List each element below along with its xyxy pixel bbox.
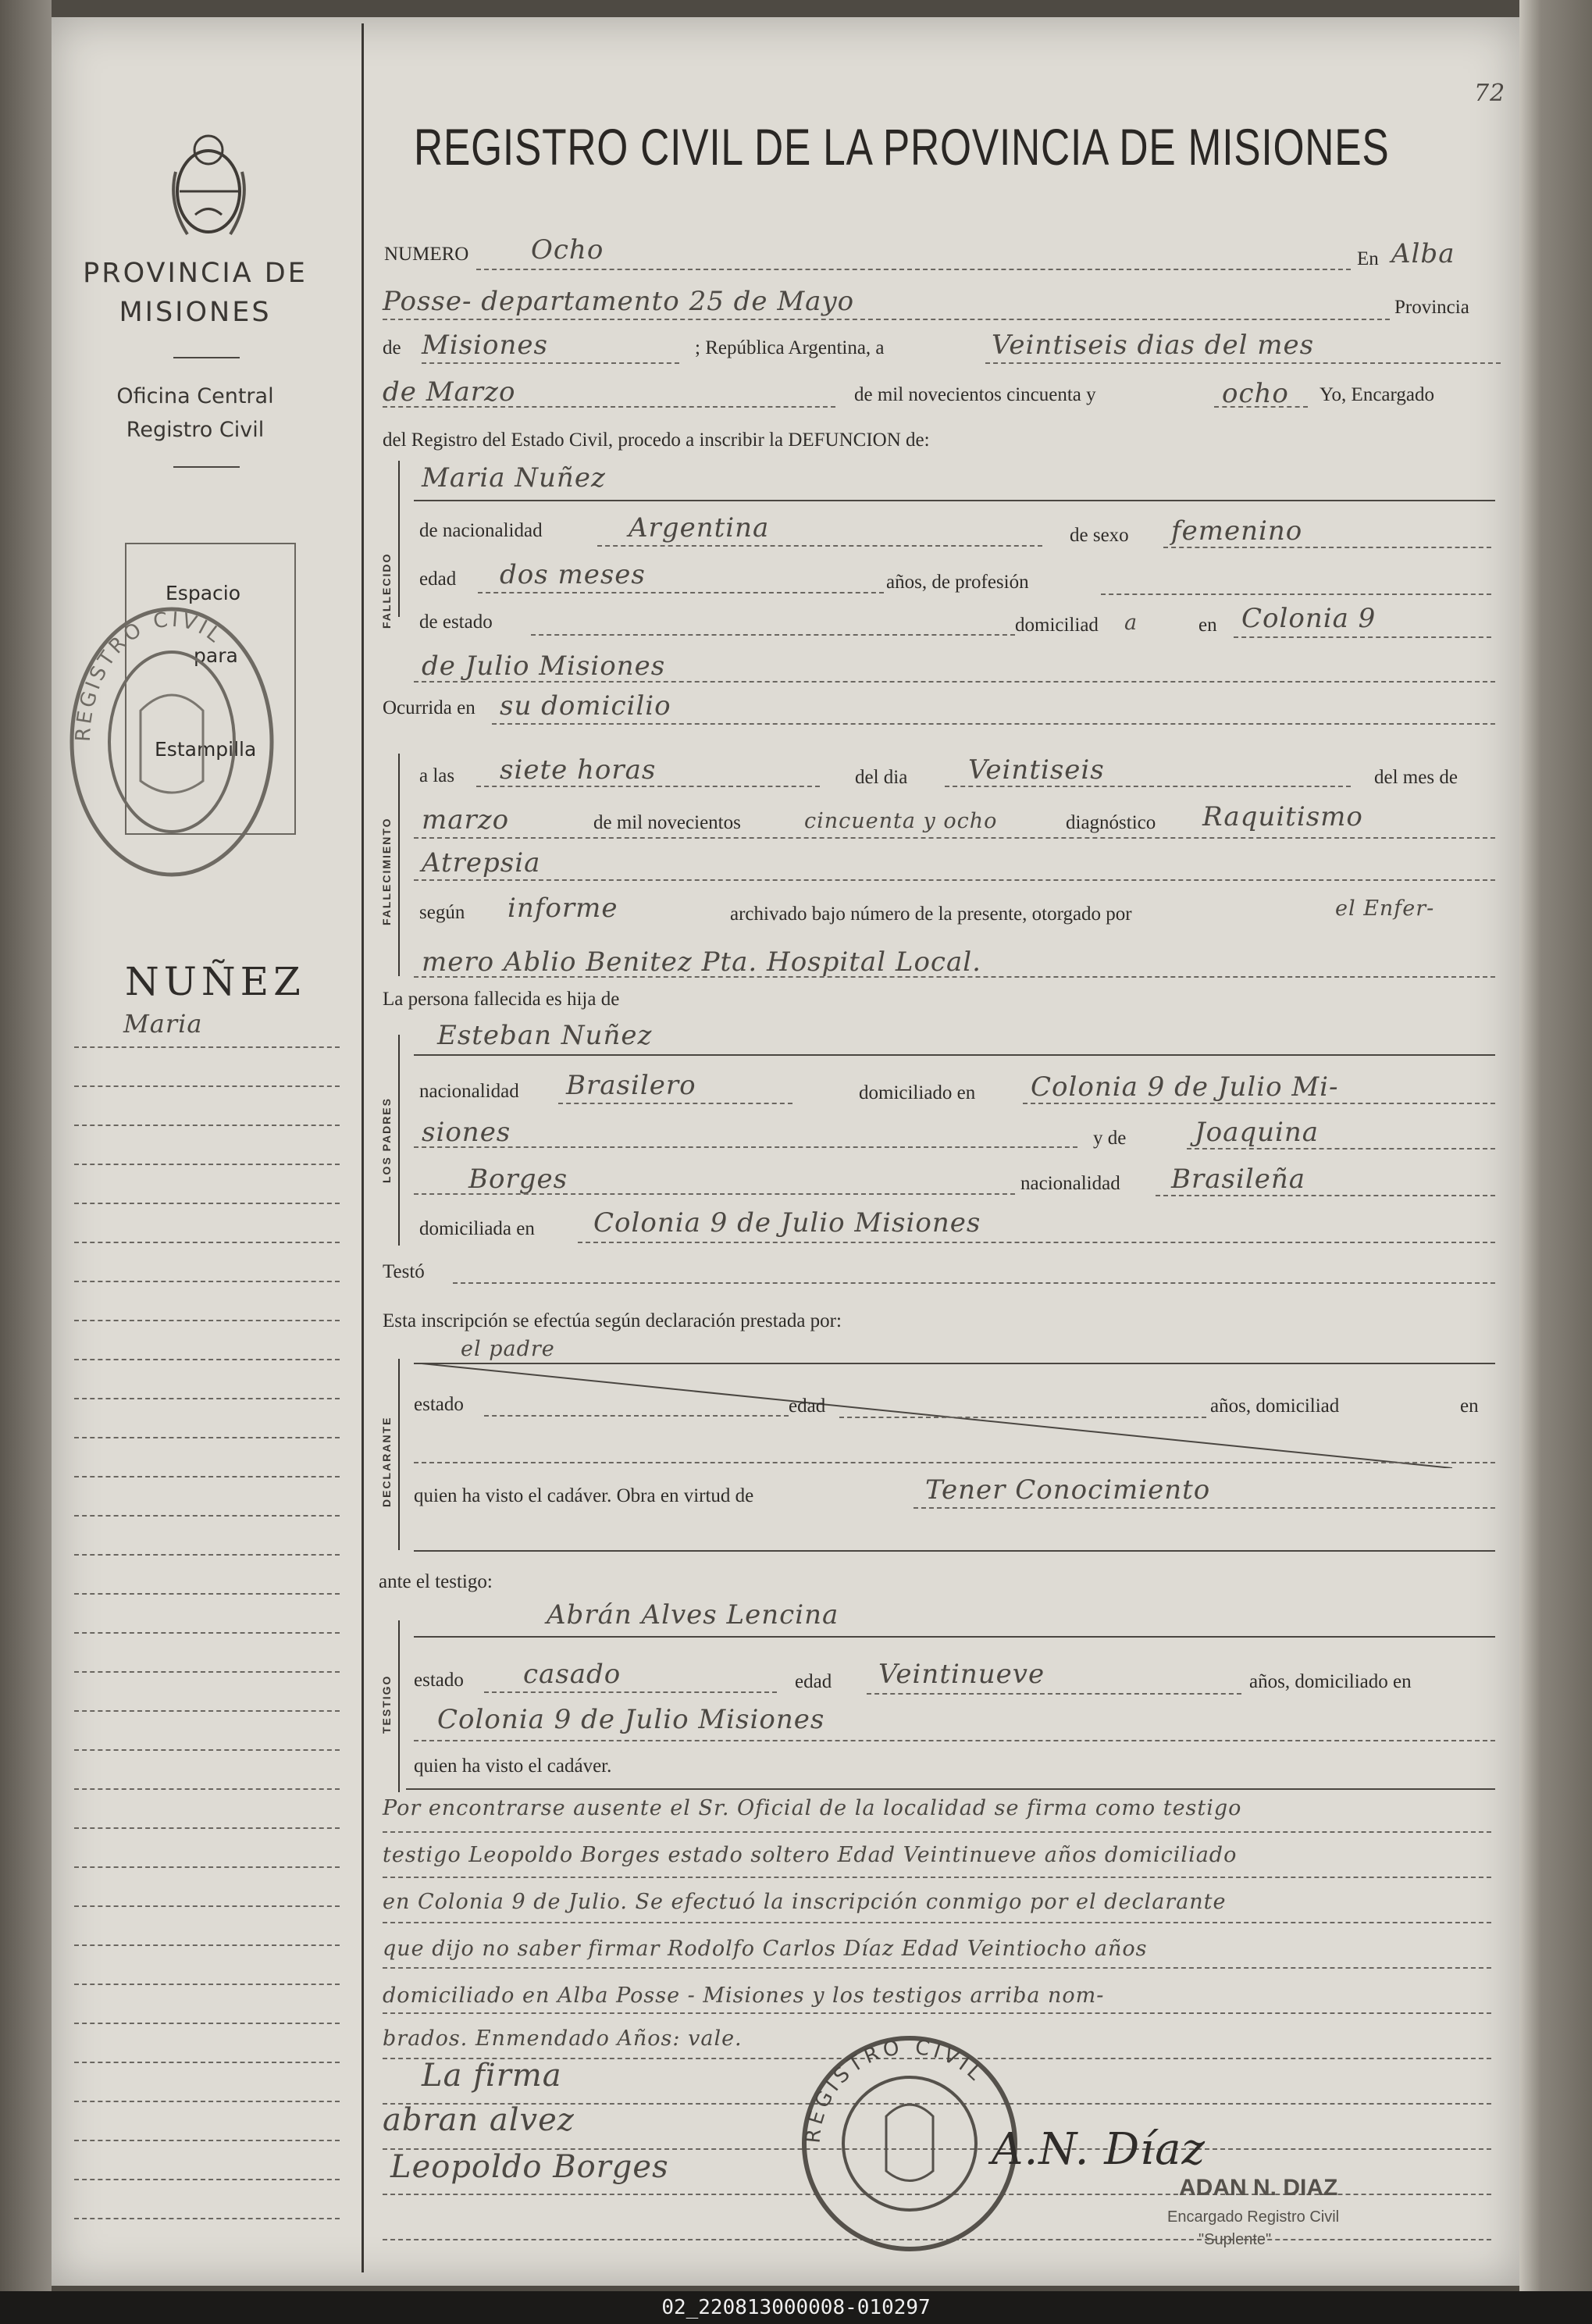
encargado-role: Encargado Registro Civil [1167,2208,1340,2226]
declarante-virtud: Tener Conocimiento [925,1474,1211,1506]
edad-value: dos meses [500,559,646,590]
domicilio-value-1: Colonia 9 [1241,603,1377,634]
fill-line [985,362,1501,364]
testo-label: Testó [383,1261,425,1282]
coat-of-arms-icon [164,125,254,242]
domiciliado-label: domiciliad [1015,615,1099,636]
ruled-line [74,1476,340,1477]
page-number: 72 [1474,80,1506,107]
y-de-label: y de [1093,1128,1127,1149]
padre-nacionalidad-value: Brasilero [566,1070,696,1101]
ruled-line [74,1164,340,1165]
ruled-line [74,1944,340,1946]
padre-nombre: Esteban Nuñez [437,1020,653,1051]
encargado-signature: A.N. Díaz [992,2124,1206,2175]
declarante-edad-label: edad [789,1395,826,1417]
note-line: domiciliado en Alba Posse - Misiones y los testigos arriba nom- [383,1984,1105,2008]
domicilio-en-label: en [1198,615,1217,636]
registry-seal-icon [796,2030,1023,2257]
fill-line [476,269,1351,270]
note-line: brados. Enmendado Años: vale. [383,2026,743,2051]
fill-line [1101,593,1491,595]
ruled-line [74,1554,340,1556]
page-title: REGISTRO CIVIL DE LA PROVINCIA DE MISIONES [414,118,1390,176]
hora-value: siete horas [500,754,657,786]
ruled-line [74,1359,340,1360]
testigo-intro: ante el testigo: [379,1571,493,1592]
ruled-line [74,1125,340,1126]
en-label: En [1357,248,1379,269]
fallecido-bracket [398,461,400,617]
ruled-line [74,1827,340,1829]
declarante-anios-label: años, domiciliad [1210,1395,1340,1417]
testigo-anios-label: años, domiciliado en [1249,1671,1412,1692]
ruled-line [74,1866,340,1868]
padre-domiciliado-label: domiciliado en [859,1082,976,1103]
fill-line [383,406,835,408]
padres-section-label: LOS PADRES [380,1097,393,1183]
fill-line [484,1691,777,1693]
testigo-bracket [398,1620,400,1792]
encargado-name: ADAN N. DIAZ [1179,2175,1338,2201]
otorgado-value-1: el Enfer- [1335,896,1435,921]
ruled-line [74,1593,340,1595]
madre-domiciliada-label: domiciliada en [419,1218,535,1239]
fill-line [414,1146,1077,1148]
fill-line [558,1103,792,1104]
ocurrida-value: su domicilio [500,690,671,722]
segun-label: según [419,902,465,923]
fill-line [531,634,1015,636]
signature-3: Leopoldo Borges [390,2149,669,2185]
testigo-quien-label: quien ha visto el cadáver. [414,1755,612,1777]
en-value: Alba [1391,238,1455,269]
fallecido-section-label: FALLECIDO [380,552,393,629]
padres-intro: La persona fallecida es hija de [383,989,620,1010]
padre-nacionalidad-label: nacionalidad [419,1081,519,1102]
fecha-dia: Veintiseis dias del mes [992,330,1315,361]
fill-line [414,837,1495,839]
ocurrida-label: Ocurrida en [383,697,475,718]
ruled-line [74,2101,340,2102]
note-line: en Colonia 9 de Julio. Se efectuó la inscripción conmigo por el declarante [383,1890,1227,1914]
note-line: testigo Leopoldo Borges estado soltero Edad Veintinueve años domiciliado [383,1843,1238,1867]
ruled-line [74,1710,340,1712]
anios-profesion-label: años, de profesión [886,572,1029,593]
fill-line [383,319,1390,320]
domicilio-value-2: de Julio Misiones [422,651,666,682]
svg-text:REGISTRO CIVIL: REGISTRO CIVIL [801,2035,989,2144]
mes-value: marzo [422,804,510,836]
ruled-line [74,1085,340,1087]
fill-line [414,976,1495,978]
nacionalidad-value: Argentina [629,512,770,544]
sidebar-rule [173,357,240,358]
ruled-line [74,1788,340,1790]
fill-line [453,1282,1495,1284]
testigo-section-label: TESTIGO [380,1674,393,1734]
anio-label: de mil novecientos cincuenta y [854,384,1096,405]
fecha-mes: de Marzo [383,376,516,408]
page-left-edge [0,0,52,2324]
fill-line [484,1415,789,1417]
fill-line [1187,1148,1495,1150]
ruled-line [383,1831,1491,1833]
testigo-nombre: Abrán Alves Lencina [547,1599,839,1631]
ruled-line [74,2023,340,2024]
encargado-label: Yo, Encargado [1320,384,1434,405]
fill-line [867,1693,1241,1695]
encargado-suplente: "Suplente" [1198,2231,1272,2248]
ruled-line [74,1749,340,1751]
ruled-line [74,1632,340,1634]
ruled-line [383,1922,1491,1923]
declarante-section-label: DECLARANTE [380,1416,393,1507]
index-surname: NUÑEZ [125,959,305,1004]
fill-line [414,1550,1495,1552]
signature-1: La firma [422,2058,562,2094]
note-line: Por encontrarse ausente el Sr. Oficial de la localidad se firma como testigo [383,1796,1242,1820]
ruled-line [74,1320,340,1321]
page-right-edge [1519,0,1592,2324]
index-given-name: Maria [123,1009,203,1039]
fill-line [414,1462,1495,1463]
archivado-label: archivado bajo número de la presente, otorgado por [730,904,1132,925]
declarante-intro: Esta inscripción se efectúa según declaración prestada por: [383,1310,842,1331]
ruled-line [74,2179,340,2180]
ruled-line [74,1515,340,1517]
signature-2: abran alvez [383,2102,575,2138]
ruled-line [74,1242,340,1243]
ruled-line [74,1281,340,1282]
fill-line [1156,1195,1495,1196]
diagnostico-value-2: Atrepsia [422,847,541,879]
fallecido-nombre: Maria Nuñez [422,462,606,494]
diagnostico-value-1: Raquitismo [1202,801,1363,832]
fill-line [1234,636,1491,638]
note-line: que dijo no saber firmar Rodolfo Carlos Díaz Edad Veintiocho años [383,1937,1148,1961]
ruled-line [74,1437,340,1438]
ruled-line [74,1905,340,1907]
fill-line [839,1417,1206,1418]
fill-line [1023,1103,1495,1104]
anio-value: ocho [1222,378,1289,409]
segun-value: informe [508,893,618,924]
fallecimiento-bracket [398,754,400,976]
fill-line [414,879,1495,881]
sidebar-office-line1: Oficina Central [116,384,274,408]
testigo-edad-label: edad [795,1671,832,1692]
fill-line [414,1636,1495,1638]
sidebar-office-line2: Registro Civil [126,418,265,442]
otorgado-value-2: mero Ablio Benitez Pta. Hospital Local. [422,946,981,978]
a-las-label: a las [419,765,455,786]
ruled-line [383,1877,1491,1878]
madre-nacionalidad-label: nacionalidad [1020,1173,1120,1194]
sidebar-rule [173,466,240,468]
fill-line [476,786,820,787]
registry-seal-icon [66,601,277,882]
numero-value: Ocho [531,234,604,266]
provincia-value: Misiones [422,330,548,361]
de-label: de [383,337,401,358]
stamp-space-label: para [194,644,238,667]
sidebar-divider [361,23,364,2272]
fill-line [414,681,1495,683]
fallecimiento-section-label: FALLECIMIENTO [380,817,393,925]
fill-line [414,1193,1015,1195]
provincia-label: Provincia [1394,297,1469,318]
ruled-line [74,1671,340,1673]
sidebar-province: PROVINCIA DE [83,258,308,289]
ruled-line [74,2218,340,2219]
diagnostico-label: diagnóstico [1066,812,1156,833]
padres-bracket [398,1035,400,1246]
edad-label: edad [419,569,457,590]
stamp-space-label: Espacio [166,582,240,604]
fill-line [492,723,1495,725]
domiciliado-suffix: a [1124,611,1138,635]
republica-label: ; República Argentina, a [695,337,885,358]
intro-line: del Registro del Estado Civil, procedo a inscribir la DEFUNCION de: [383,430,930,451]
place-value: Posse- departamento 25 de Mayo [383,286,855,317]
testigo-edad-value: Veintinueve [878,1659,1045,1690]
testigo-domicilio: Colonia 9 de Julio Misiones [437,1704,825,1735]
fill-line [914,1507,1495,1509]
mes-label: del mes de [1374,767,1458,788]
ruled-line [74,1046,340,1048]
declarante-en-label: en [1460,1395,1479,1417]
padre-domicilio-1: Colonia 9 de Julio Mi- [1031,1071,1339,1103]
numero-label: NUMERO [384,244,469,265]
declarante-nombre: el padre [461,1337,555,1361]
fill-line [422,362,679,364]
fill-line [414,1740,1495,1741]
nacionalidad-label: de nacionalidad [419,520,543,541]
anio-value: cincuenta y ocho [804,809,998,833]
sexo-label: de sexo [1070,525,1129,546]
svg-text:REGISTRO CIVIL: REGISTRO CIVIL [71,608,228,743]
fill-line [1163,547,1491,548]
fill-line [406,1788,1495,1790]
declarante-estado-label: estado [414,1394,464,1415]
padre-domicilio-2: siones [422,1117,511,1148]
fill-line [945,786,1351,787]
declarante-quien-label: quien ha visto el cadáver. Obra en virtud de [414,1485,754,1506]
madre-domicilio: Colonia 9 de Julio Misiones [593,1207,981,1239]
ruled-line [383,2012,1491,2014]
ruled-line [74,1984,340,1985]
madre-nombre-1: Joaquina [1195,1117,1320,1148]
madre-nombre-2: Borges [468,1164,568,1195]
sexo-value: femenino [1171,515,1303,547]
ruled-line [74,2062,340,2063]
anio-label: de mil novecientos [593,812,741,833]
fill-line [597,545,1042,547]
ruled-line [74,1203,340,1204]
testigo-estado-label: estado [414,1670,464,1691]
fill-line [414,1054,1495,1056]
sidebar-province-line2: MISIONES [119,297,272,328]
fill-line [1214,406,1308,408]
dia-value: Veintiseis [968,754,1105,786]
del-dia-label: del dia [855,767,908,788]
fill-line [578,1242,1495,1243]
stamp-space-label: Estampilla [155,738,257,761]
fill-line [478,592,884,593]
ruled-line [74,1398,340,1399]
ruled-line [383,1967,1491,1969]
estado-label: de estado [419,611,493,633]
madre-nacionalidad-value: Brasileña [1171,1164,1305,1195]
fill-line [414,500,1495,501]
file-name-caption: 02_220813000008-010297 [0,2291,1592,2324]
testigo-estado-value: casado [523,1659,621,1690]
declarante-bracket [398,1359,400,1550]
ruled-line [74,2140,340,2141]
